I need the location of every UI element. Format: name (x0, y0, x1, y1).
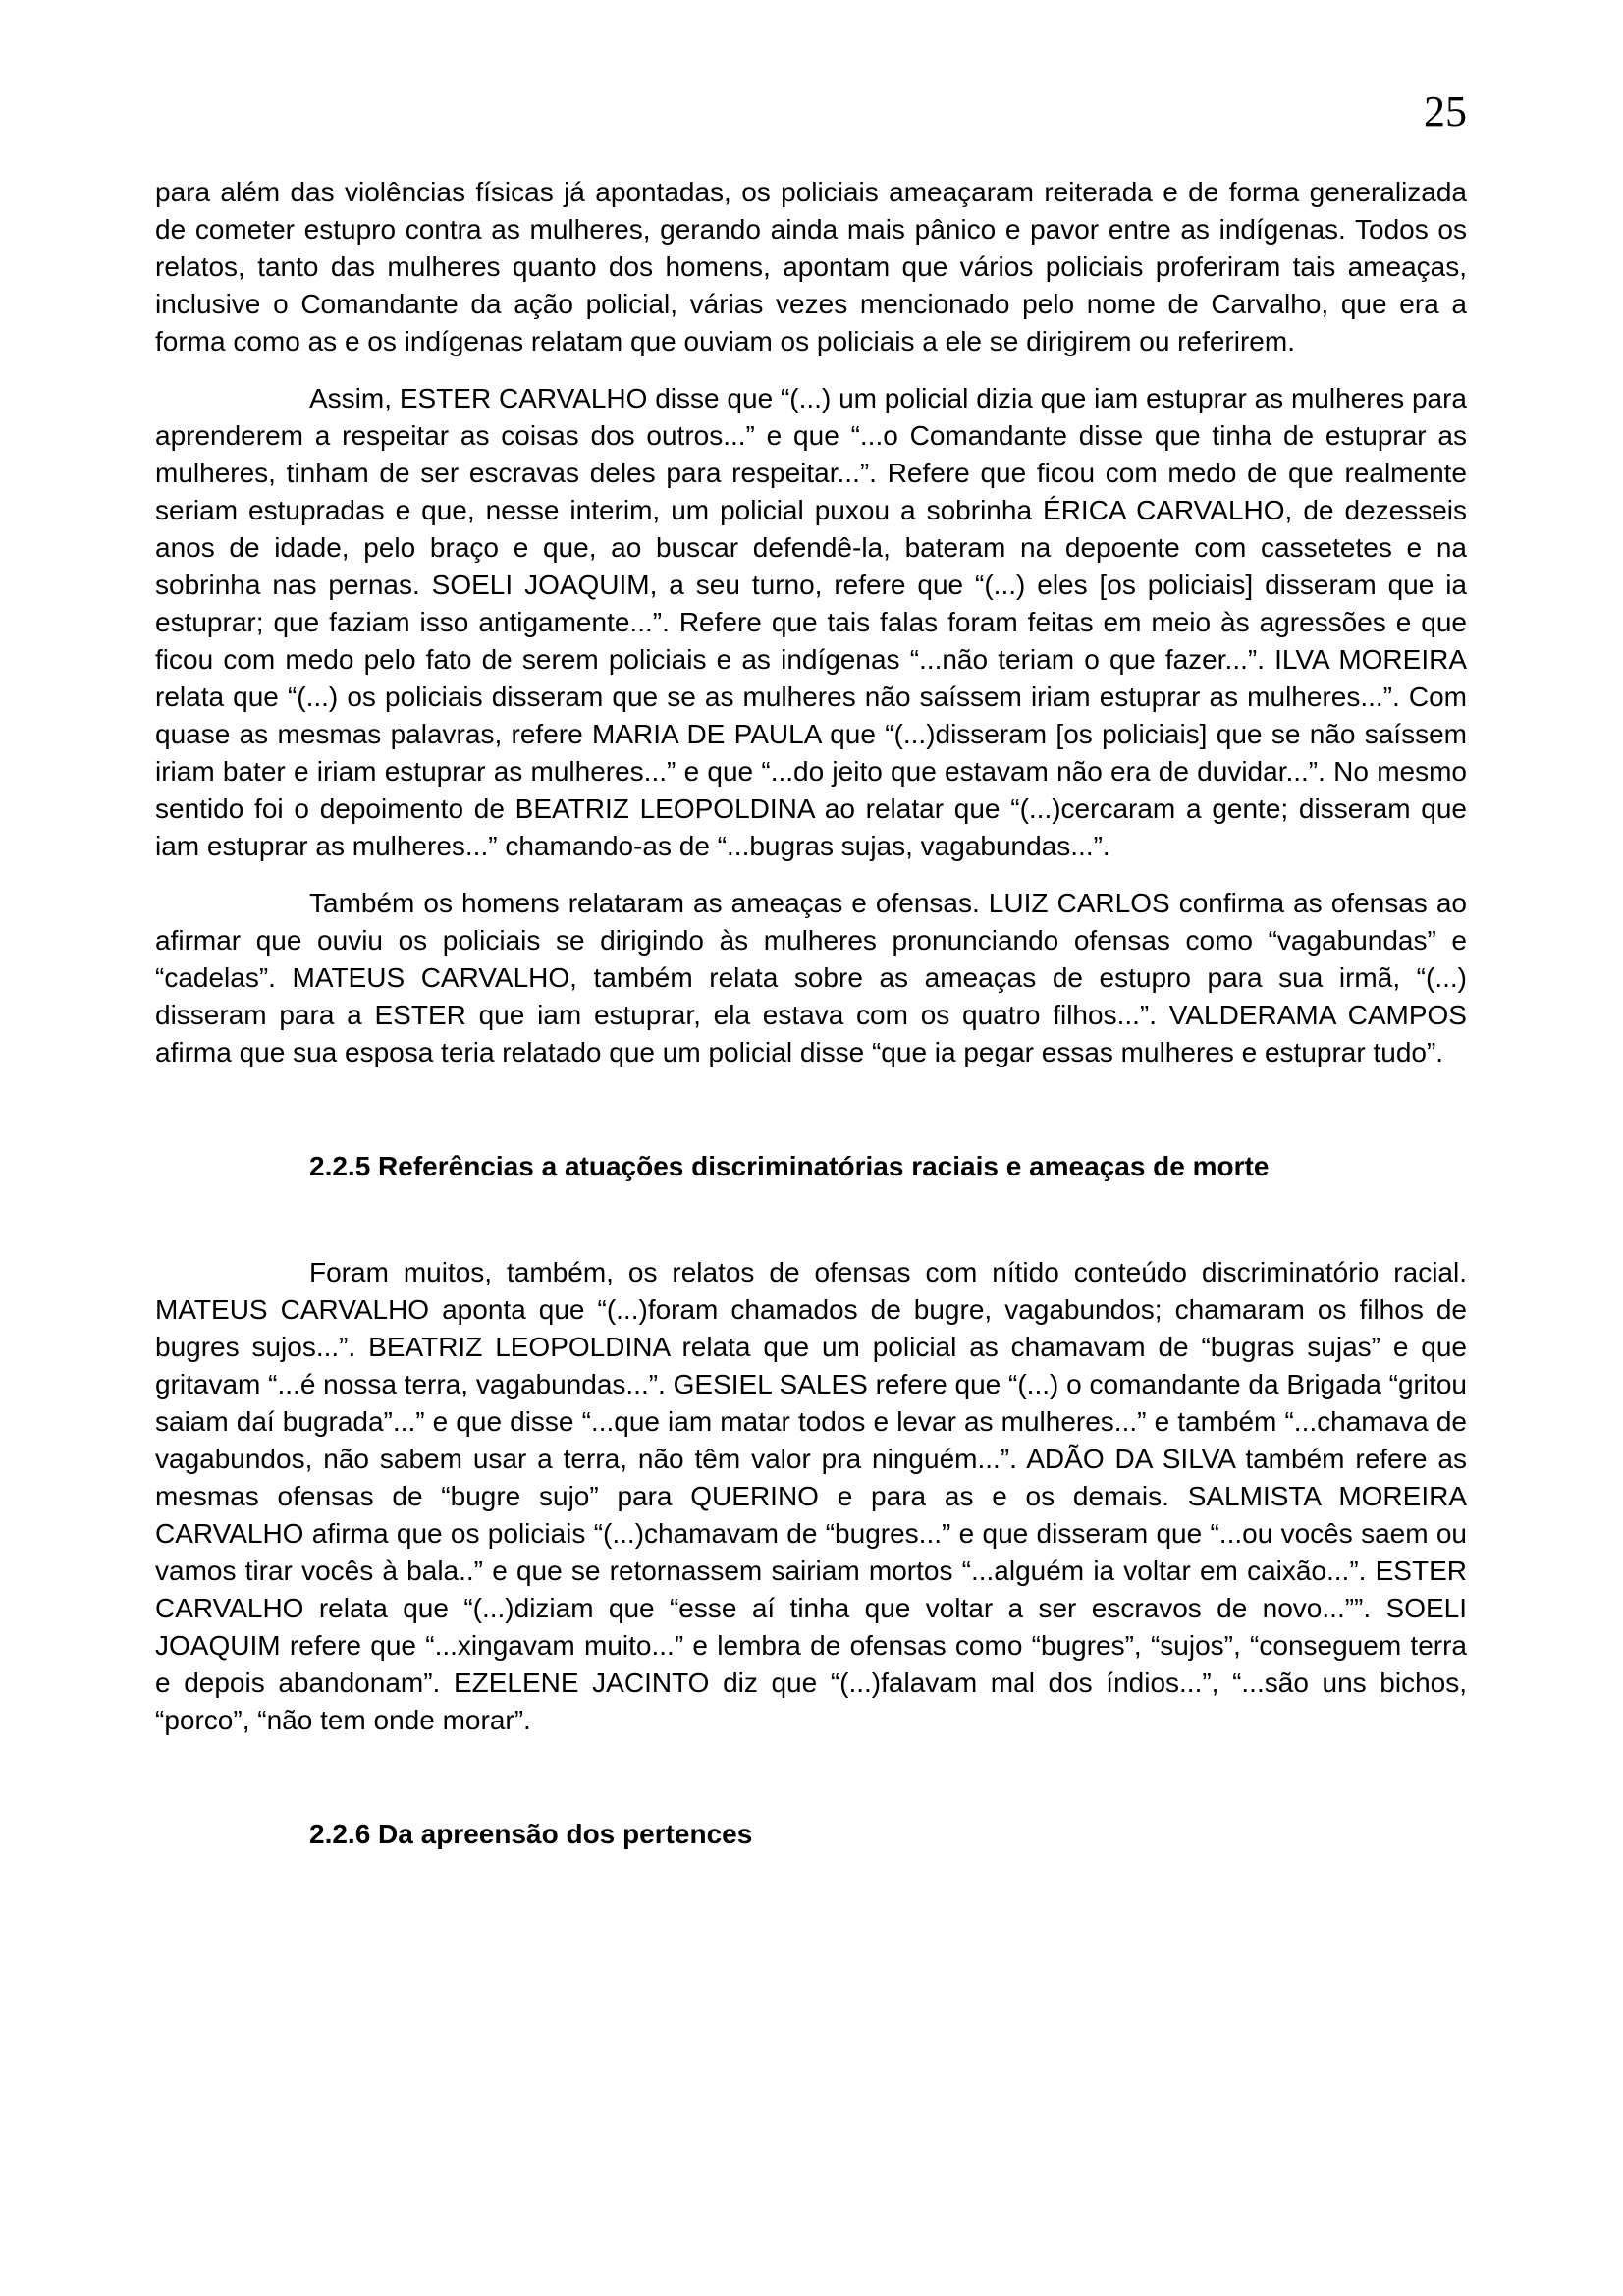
document-body (155, 174, 1467, 1922)
body-paragraph: Assim, ESTER CARVALHO disse que “(...) um policial dizia que iam estuprar as mulheres para aprenderem a respeitar as coisas dos outros...” e que “...o Comandante disse que tinha de estuprar as mulheres, tinham de ser escravas deles para respeitar...”. Refere que ficou com medo de que realmente seriam estupradas e que, nesse interim, um policial puxou a sobrinha ÉRICA CARVALHO, de dezesseis anos de idade, pelo braço e que, ao buscar defendê-la, bateram na depoente com cassetetes e na sobrinha nas pernas. SOELI JOAQUIM, a seu turno, refere que “(...) eles [os policiais] disseram que ia estuprar; que faziam isso antigamente...”. Refere que tais falas foram feitas em meio às agressões e que ficou com medo pelo fato de serem policiais e as indígenas “...não teriam o que fazer...”. ILVA MOREIRA relata que “(...) os policiais disseram que se as mulheres não saíssem iriam estuprar as mulheres...”. Com quase as mesmas palavras, refere MARIA DE PAULA que “(...)disseram [os policiais] que se não saíssem iriam bater e iriam estuprar as mulheres...” e que “...do jeito que estavam não era de duvidar...”. No mesmo sentido foi o depoimento de BEATRIZ LEOPOLDINA ao relatar que “(...)cercaram a gente; disseram que iam estuprar as mulheres...” chamando-as de “...bugras sujas, vagabundas...”. (155, 383, 1467, 861)
section-heading-2-2-5: 2.2.5 Referências a atuações discriminatórias raciais e ameaças de morte (309, 1151, 1270, 1181)
body-paragraph: Também os homens relataram as ameaças e ofensas. LUIZ CARLOS confirma as ofensas ao afirmar que ouviu os policiais se dirigindo às mulheres pronunciando ofensas como “vagabundas” e “cadelas”. MATEUS CARVALHO, também relata sobre as ameaças de estupro para sua irmã, “(...) disseram para a ESTER que iam estuprar, ela estava com os quatro filhos...”. VALDERAMA CAMPOS afirma que sua esposa teria relatado que um policial disse “que ia pegar essas mulheres e estuprar tudo”. (155, 888, 1467, 1067)
page-number: 25 (1424, 87, 1467, 136)
section-heading-2-2-6: 2.2.6 Da apreensão dos pertences (309, 1819, 753, 1849)
body-paragraph: para além das violências físicas já apontadas, os policiais ameaçaram reiterada e de forma generalizada de cometer estupro contra as mulheres, gerando ainda mais pânico e pavor entre as indígenas. Todos os relatos, tanto das mulheres quanto dos homens, apontam que vários policiais proferiram tais ameaças, inclusive o Comandante da ação policial, várias vezes mencionado pelo nome de Carvalho, que era a forma como as e os indígenas relatam que ouviam os policiais a ele se dirigirem ou referirem. (155, 177, 1467, 356)
body-paragraph: Foram muitos, também, os relatos de ofensas com nítido conteúdo discriminatório racial. MATEUS CARVALHO aponta que “(...)foram chamados de bugre, vagabundos; chamaram os filhos de bugres sujos...”. BEATRIZ LEOPOLDINA relata que um policial as chamavam de “bugras sujas” e que gritavam “...é nossa terra, vagabundas...”. GESIEL SALES refere que “(...) o comandante da Brigada “gritou saiam daí bugrada”...” e que disse “...que iam matar todos e levar as mulheres...” e também “...chamava de vagabundos, não sabem usar a terra, não têm valor pra ninguém...”. ADÃO DA SILVA também refere as mesmas ofensas de “bugre sujo” para QUERINO e para as e os demais. SALMISTA MOREIRA CARVALHO afirma que os policiais “(...)chamavam de “bugres...” e que disseram que “...ou vocês saem ou vamos tirar vocês à bala..” e que se retornassem sairiam mortos “...alguém ia voltar em caixão...”. ESTER CARVALHO relata que “(...)diziam que “esse aí tinha que voltar a ser escravos de novo...””. SOELI JOAQUIM refere que “...xingavam muito...” e lembra de ofensas como “bugres”, “sujos”, “conseguem terra e depois abandonam”. EZELENE JACINTO diz que “(...)falavam mal dos índios...”, “...são uns bichos, “porco”, “não tem onde morar”. (155, 1257, 1467, 1735)
